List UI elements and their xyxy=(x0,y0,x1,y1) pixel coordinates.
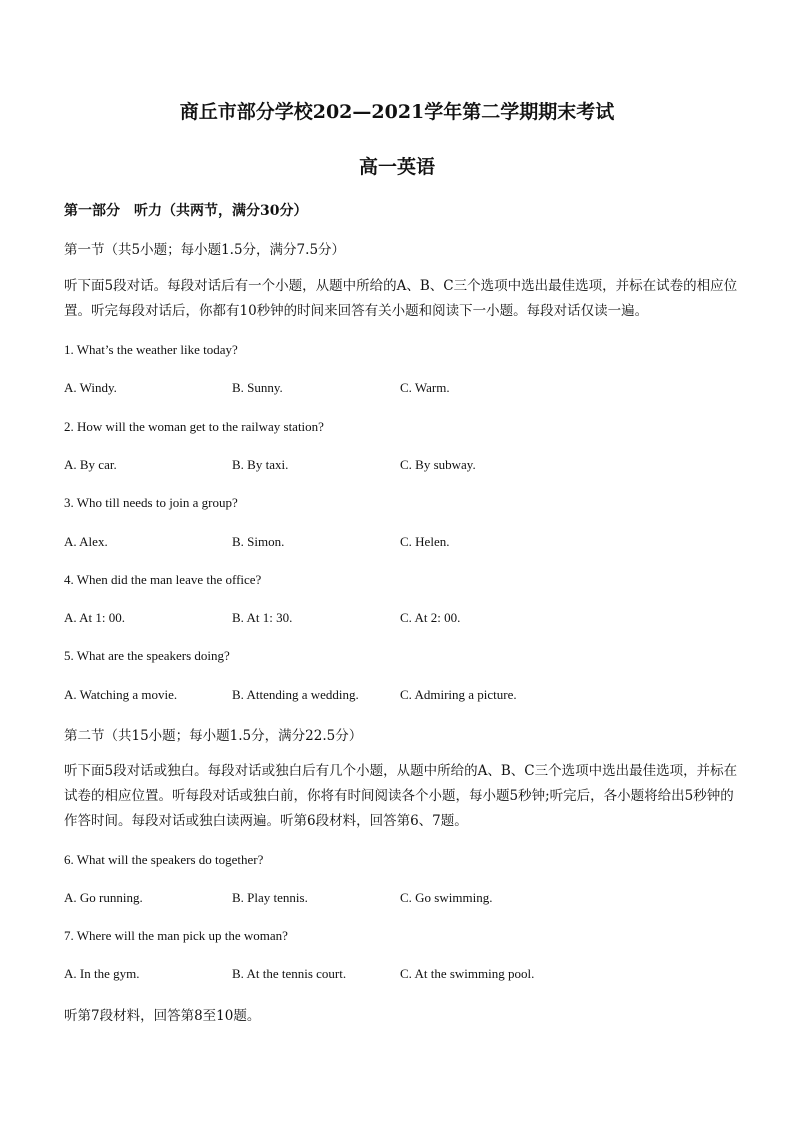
q6-option-c: C. Go swimming. xyxy=(400,890,493,905)
section1-heading: 第一节（共5小题；每小题1.5分，满分7.5分） xyxy=(64,242,346,258)
q1-option-b: B. Sunny. xyxy=(232,380,283,395)
exam-subject: 高一英语 xyxy=(358,156,435,178)
material-7-instruction: 听第7段材料，回答第8至10题。 xyxy=(64,1008,261,1024)
q3-option-c: C. Helen. xyxy=(400,534,450,549)
q6-option-a: A. Go running. xyxy=(64,890,143,905)
question-2: 2. How will the woman get to the railway station? xyxy=(64,419,324,434)
question-5: 5. What are the speakers doing? xyxy=(64,648,230,663)
q1-option-c: C. Warm. xyxy=(400,380,450,395)
q6-option-b: B. Play tennis. xyxy=(232,890,308,905)
exam-title: 商丘市部分学校202—2021学年第二学期期末考试 xyxy=(179,101,615,123)
q2-option-a: A. By car. xyxy=(64,457,117,472)
q2-option-c: C. By subway. xyxy=(400,457,476,472)
q4-option-a: A. At 1: 00. xyxy=(64,610,126,625)
q7-option-c: C. At the swimming pool. xyxy=(400,966,535,981)
q7-option-a: A. In the gym. xyxy=(64,966,140,981)
q5-option-b: B. Attending a wedding. xyxy=(232,687,359,702)
question-4: 4. When did the man leave the office? xyxy=(64,572,262,587)
part1-heading: 第一部分 听力（共两节，满分30分） xyxy=(64,203,308,219)
question-1: 1. What’s the weather like today? xyxy=(64,342,238,357)
q3-option-b: B. Simon. xyxy=(232,534,285,549)
q4-option-b: B. At 1: 30. xyxy=(232,610,293,625)
q2-option-b: B. By taxi. xyxy=(232,457,289,472)
q5-option-a: A. Watching a movie. xyxy=(64,687,178,702)
section2-heading: 第二节（共15小题；每小题1.5分，满分22.5分） xyxy=(64,728,363,744)
question-3: 3. Who till needs to join a group? xyxy=(64,495,238,510)
q4-option-c: C. At 2: 00. xyxy=(400,610,461,625)
q5-option-c: C. Admiring a picture. xyxy=(400,687,517,702)
section1-instructions: 听下面5段对话。每段对话后有一个小题，从题中所给的A、B、C三个选项中选出最佳选项，并标在试卷的相应位置。听完每段对话后，你都有10秒钟的时间来回答有关小题和阅读下一小题。每段对话仅读一遍。 xyxy=(64,278,738,319)
question-6: 6. What will the speakers do together? xyxy=(64,852,264,867)
q1-option-a: A. Windy. xyxy=(64,380,117,395)
q3-option-a: A. Alex. xyxy=(64,534,108,549)
q7-option-b: B. At the tennis court. xyxy=(232,966,347,981)
section2-instructions: 听下面5段对话或独白。每段对话或独白后有几个小题，从题中所给的A、B、C三个选项中选出最佳选项，并标在试卷的相应位置。听每段对话或独白前，你将有时间阅读各个小题，每小题5秒钟;听完后，各小题将给出5秒钟的作答时间。每段对话或独白读两遍。听第6段材料，回答第6、7题。 xyxy=(64,763,738,829)
question-7: 7. Where will the man pick up the woman? xyxy=(64,928,288,943)
